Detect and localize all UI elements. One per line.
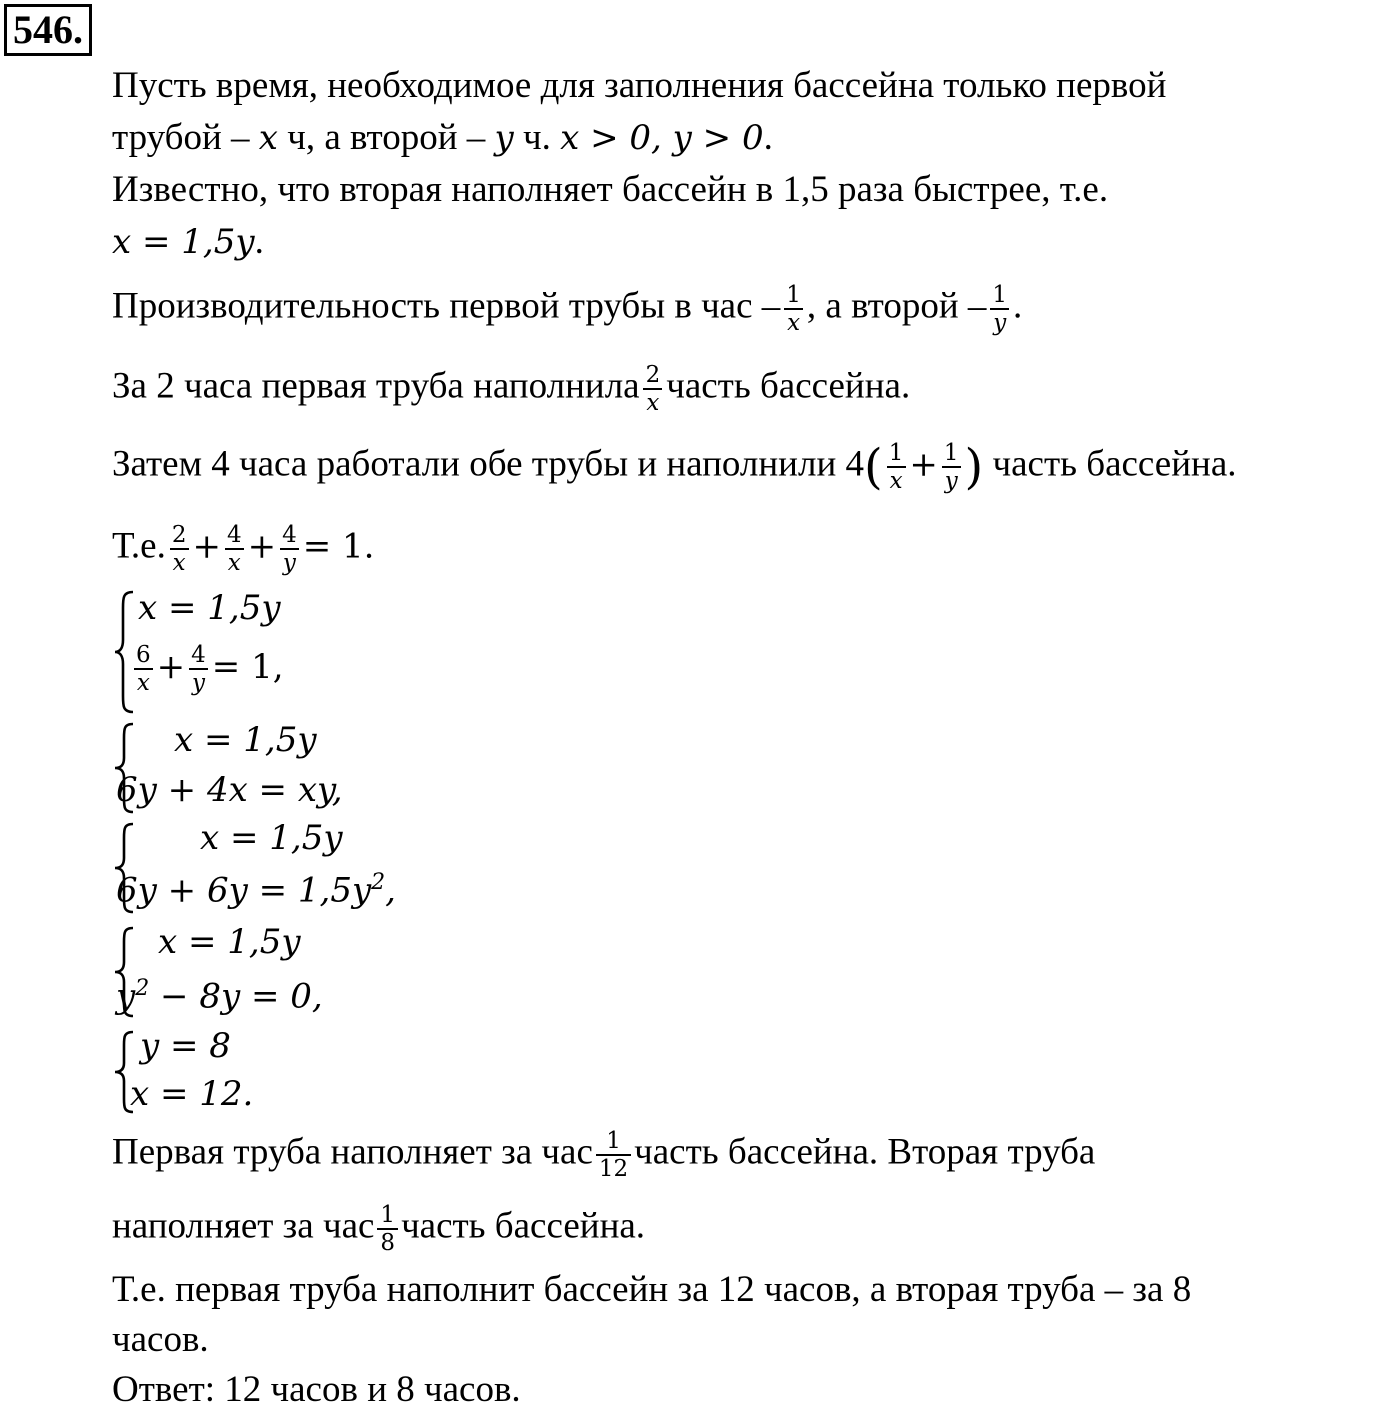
fraction-1-over-y [989,282,1010,336]
line-7-text-b: часть бассейна. [992,443,1237,485]
plus-sign: + [909,444,938,485]
fraction-numerator: 2 [171,522,187,548]
equals-one: = 1 [211,647,273,687]
line-6-text-b: часть бассейна. [666,365,911,407]
system-4-line-2 [116,976,323,1016]
line-8 [112,522,375,576]
plus-sign: + [156,647,186,687]
fraction-denominator: x [225,548,244,576]
fraction-1-over-x [886,440,907,494]
exponent: 2 [371,870,386,895]
fraction-1-over-x [783,282,804,336]
system-3-line-2 [116,870,396,910]
equation-rest: − 8y = 0 [149,976,312,1017]
line-5-text-a: Производительность первой трубы в час – [112,285,781,327]
system-1-line-2 [130,642,284,696]
line-2 [112,116,773,160]
line-17-text-b: часть бассейна. [401,1205,646,1247]
fraction-6-over-x [133,642,154,696]
fraction-denominator: y [990,308,1009,336]
fraction-denominator: x [134,668,153,696]
answer-line: Ответ: 12 часов и 8 часов. [112,1369,521,1410]
equation-x-1-5y: x = 1,5y [112,222,255,262]
fraction-denominator: x [784,308,803,336]
fraction-1-over-12 [596,1128,631,1182]
fraction-numerator: 1 [992,282,1008,308]
line-7 [112,440,1237,494]
equals-one: = 1. [302,526,375,567]
fraction-4-over-x [224,522,245,576]
fraction-denominator: y [280,548,299,576]
line-2-text-d: . [763,117,773,158]
fraction-4-over-y [188,642,209,696]
system-4 [112,922,612,1022]
system-3-line-1: x = 1,5y [200,818,343,858]
system-5-line-1: y = 8 [140,1026,231,1066]
plus-sign: + [192,526,221,567]
system-2-line-2 [116,770,343,810]
fraction-1-over-y [941,440,962,494]
line-19: часов. [112,1319,209,1360]
system-1-line-1: x = 1,5y [138,588,281,628]
right-paren: ) [964,439,984,495]
fraction-denominator: y [942,466,961,494]
line-6-text-a: За 2 часа первая труба наполнила [112,365,640,407]
comma: , [385,870,396,911]
fraction-numerator: 6 [136,642,151,668]
equation: 6y + 4x = xy [116,770,332,810]
system-5 [112,1026,512,1118]
line-16-text-a: Первая труба наполняет за час [112,1131,593,1173]
line-17-text-a: наполняет за час [112,1205,375,1247]
fraction-1-over-8 [377,1202,398,1256]
dot: . [242,1074,254,1114]
comma: , [272,647,284,687]
line-4 [112,220,264,264]
line-2-text-a: трубой – [112,117,259,158]
line-5 [112,282,1022,336]
fraction-denominator: 8 [377,1228,398,1256]
left-paren: ( [864,439,883,495]
line-4-end: . [254,221,264,262]
line-2-text-b: ч, а второй – [277,117,495,158]
fraction-denominator: 12 [596,1154,631,1182]
line-18: Т.е. первая труба наполнит бассейн за 12 часов, а вторая труба – за 8 [112,1269,1192,1310]
fraction-4-over-y [279,522,300,576]
fraction-numerator: 4 [191,642,206,668]
line-3: Известно, что вторая наполняет бассейн в 1,5 раза быстрее, т.е. [112,169,1109,210]
fraction-numerator: 4 [226,522,242,548]
system-5-line-2 [130,1074,253,1114]
var-y: y [494,118,514,158]
exponent: 2 [135,976,150,1001]
fraction-numerator: 4 [282,522,297,548]
system-4-line-1: x = 1,5y [158,922,301,962]
fraction-numerator: 1 [606,1128,621,1154]
fraction-denominator: y [189,668,208,696]
var-x: x [258,118,278,158]
line-1: Пусть время, необходимое для заполнения бассейна только первой [112,65,1167,106]
line-17 [112,1202,645,1256]
comma: , [331,770,343,810]
problem-number-badge: 546. [4,4,92,56]
comma: , [311,976,323,1017]
line-16-text-b: часть бассейна. Вторая труба [634,1131,1096,1173]
positivity-condition: x > 0, y > 0 [560,118,764,158]
fraction-numerator: 2 [645,362,661,388]
line-7-text-a: Затем 4 часа работали обе трубы и наполнили 4 [112,443,864,485]
fraction-denominator: x [643,388,662,416]
system-1 [112,588,612,716]
fraction-2-over-x [643,362,664,416]
line-8-text-a: Т.е. [112,525,166,567]
fraction-numerator: 1 [943,440,959,466]
line-6 [112,362,910,416]
line-2-text-c: ч. [513,117,561,158]
fraction-denominator: x [887,466,906,494]
var-y: y [116,976,136,1017]
line-5-text-b: , а второй – [806,285,987,327]
equation: x = 12 [130,1074,243,1114]
fraction-2-over-x [169,522,190,576]
line-16 [112,1128,1095,1182]
fraction-denominator: x [170,548,189,576]
fraction-numerator: 1 [786,282,801,308]
fraction-numerator: 1 [380,1202,396,1228]
system-2-line-1: x = 1,5y [174,720,317,760]
system-2 [112,720,612,816]
fraction-numerator: 1 [888,440,904,466]
equation: 6y + 6y = 1,5y [116,870,372,911]
plus-sign: + [247,526,277,567]
system-3 [112,818,612,918]
line-5-text-c: . [1013,285,1023,327]
